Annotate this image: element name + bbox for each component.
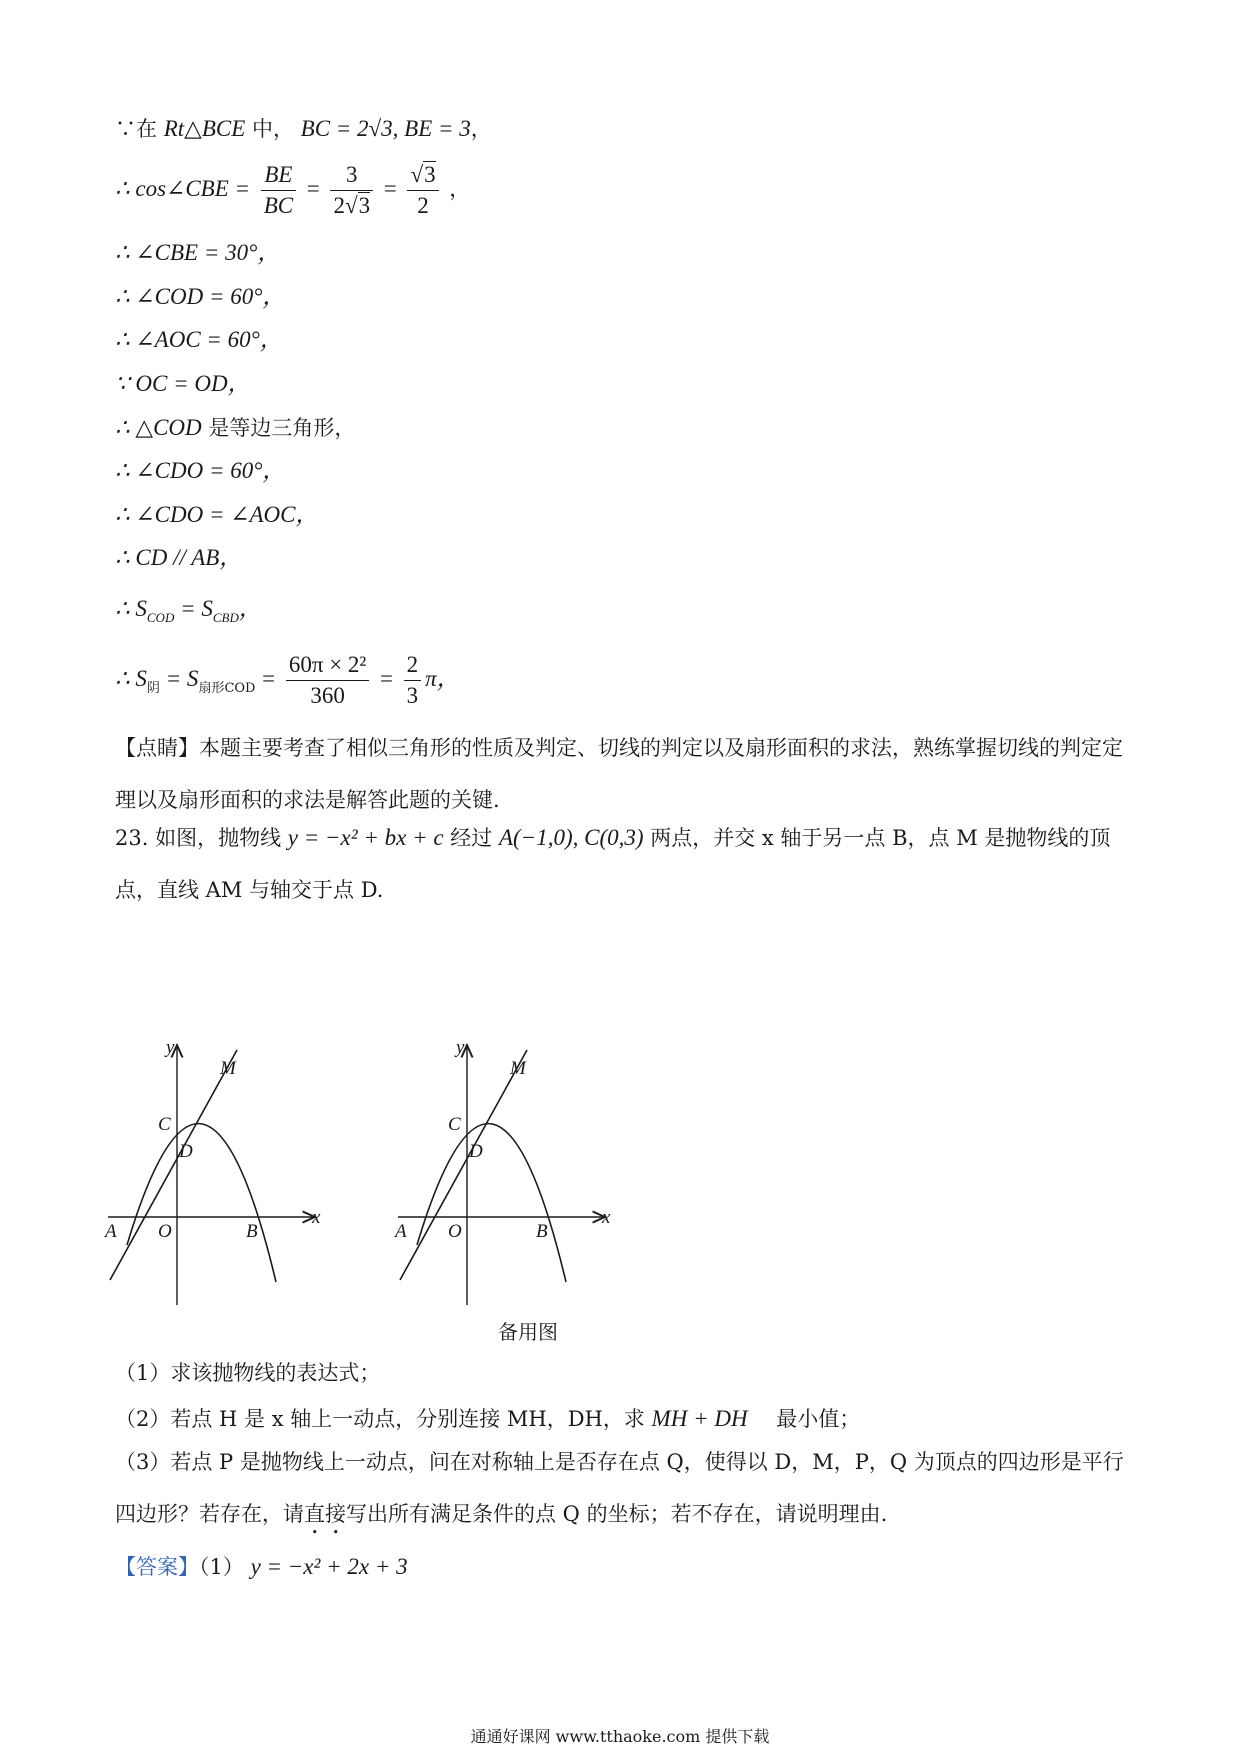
line-given-bc-be: ∵在 Rt△BCE 中， BC = 2√3, BE = 3， xyxy=(115,116,492,141)
parabola-figure xyxy=(100,1030,700,1310)
fraction: $\frac{\text{60π × 2²}}{360}$ xyxy=(286,650,369,711)
part-3: （3）若点 P 是抛物线上一动点，问在对称轴上是否存在点 Q，使得以 D，M，P，Q 为顶点的四边形是平行四边形？若存在，请直接写出所有满足条件的点 Q 的坐标；若不存在，请说明理由. xyxy=(115,1450,1124,1526)
parabola-curve xyxy=(417,1124,566,1282)
parabola-equation: y = −x² + bx + c xyxy=(287,825,444,850)
part-1: （1）求该抛物线的表达式； xyxy=(115,1361,381,1385)
question-number: 23. xyxy=(115,826,149,850)
dianjing-label: 【点睛】 xyxy=(115,736,199,760)
line-area-equal: ∴ $S_{COD} = S_{CBD}$， xyxy=(115,596,262,625)
part-2: （2）若点 H 是 x 轴上一动点，分别连接 MH，DH，求 MH + DH 最小值； xyxy=(115,1406,861,1431)
point-b-label: B xyxy=(536,1221,548,1242)
point-d-label: D xyxy=(179,1141,193,1162)
line-angle-cbe: ∴ ∠CBE = 30°， xyxy=(115,240,281,265)
line-am xyxy=(400,1050,527,1280)
fraction: $\frac{BE}{BC}$ xyxy=(261,160,296,221)
parabola-curve xyxy=(127,1124,276,1282)
line-angle-equal: ∴ ∠CDO = ∠AOC， xyxy=(115,502,319,527)
line-angle-cdo: ∴ ∠CDO = 60°， xyxy=(115,458,286,483)
point-m-label: M xyxy=(220,1058,236,1079)
figure-backup xyxy=(393,1037,611,1305)
given-points: A(−1,0), C(0,3) xyxy=(498,825,644,850)
point-a-label: A xyxy=(105,1221,117,1242)
line-shaded-area: ∴ $S_阴 = S_{扇形COD}$ = $\frac{\text{60π × 2²}}{360}$ = $\frac{2}{3}$ π， xyxy=(115,650,460,711)
fraction: $\frac{3}{2√3}$ xyxy=(330,160,373,221)
math-expression: ∴ cos∠CBE = xyxy=(115,176,251,201)
answer-line: 【答案】（1） y = −x² + 2x + 3 xyxy=(115,1554,408,1579)
line-angle-cod: ∴ ∠COD = 60°， xyxy=(115,284,286,309)
point-c-label: C xyxy=(448,1114,461,1135)
emphasis-direct: 直接 xyxy=(304,1502,346,1526)
math-expression: Rt△BCE xyxy=(163,116,246,141)
line-cos-cbe: ∴ cos∠CBE = $\frac{BE}{BC}$ = $\frac{3}{2√3}$ = $\frac{√3}{2}$ ， xyxy=(115,160,470,221)
figure-main xyxy=(103,1037,321,1305)
point-c-label: C xyxy=(158,1114,171,1135)
page-footer: 通通好课网 www.tthaoke.com 提供下载 xyxy=(470,1727,770,1746)
line-angle-aoc: ∴ ∠AOC = 60°， xyxy=(115,327,283,352)
y-label: y xyxy=(166,1037,175,1058)
figure-caption: 备用图 xyxy=(498,1320,558,1344)
origin-label: O xyxy=(448,1221,462,1242)
line-parallel: ∴ CD // AB， xyxy=(115,545,243,570)
line-oc-od: ∵ OC = OD， xyxy=(115,371,251,396)
text: 中， xyxy=(251,117,294,141)
text: ∵在 xyxy=(115,117,157,141)
math-expression: BC = 2√3, BE = 3 xyxy=(300,116,471,141)
line-am xyxy=(110,1050,237,1280)
origin-label: O xyxy=(158,1221,172,1242)
point-a-label: A xyxy=(395,1221,407,1242)
dianjing-note xyxy=(115,722,1125,826)
answer-equation: y = −x² + 2x + 3 xyxy=(250,1554,408,1579)
x-label: x xyxy=(602,1207,611,1228)
answer-label: 【答案】 xyxy=(115,1555,199,1579)
point-m-label: M xyxy=(510,1058,526,1079)
question-23: 23. 如图，抛物线 y = −x² + bx + c 经过 A(−1,0), C(0,3) 两点，并交 x 轴于另一点 B，点 M 是抛物线的顶点，直线 AM 与轴交于点 D. xyxy=(115,825,1111,902)
point-b-label: B xyxy=(246,1221,258,1242)
line-equilateral: ∴ △COD 是等边三角形， xyxy=(115,415,356,440)
dianjing-text: 本题主要考查了相似三角形的性质及判定、切线的判定以及扇形面积的求法，熟练掌握切线的判定定理以及扇形面积的求法是解答此题的关键. xyxy=(115,736,1123,812)
fraction: $\frac{√3}{2}$ xyxy=(407,160,438,221)
y-label: y xyxy=(456,1037,465,1058)
point-d-label: D xyxy=(469,1141,483,1162)
fraction: $\frac{2}{3}$ xyxy=(404,650,422,711)
x-label: x xyxy=(312,1207,321,1228)
